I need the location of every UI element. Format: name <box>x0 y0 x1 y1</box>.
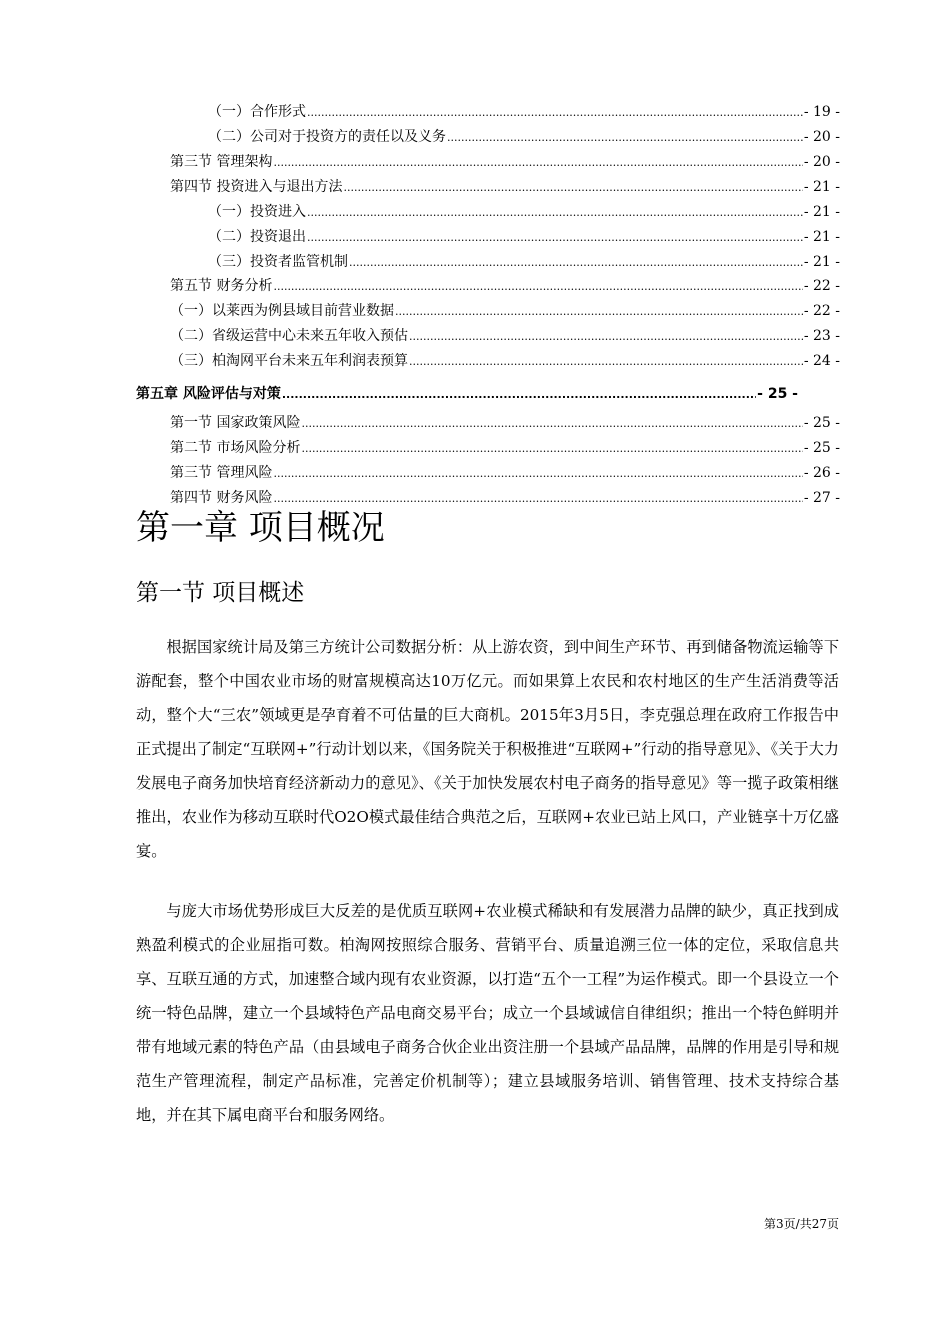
section-title: 第一节 项目概述 <box>136 580 305 606</box>
toc-entry-title: （二）省级运营中心未来五年收入预估 <box>170 328 408 344</box>
page-number-footer: 第3页/共27页 <box>764 1217 839 1231</box>
toc-entry-page: - 21 - <box>803 179 840 195</box>
toc-chapter-entry[interactable] <box>136 384 798 404</box>
toc-entry-page: - 25 - <box>803 415 840 431</box>
toc-entry[interactable] <box>208 102 840 122</box>
toc-entry-page: - 21 - <box>803 254 840 270</box>
toc-entry[interactable] <box>170 326 840 346</box>
toc-leader <box>307 102 803 122</box>
toc-entry-title: 第二节 市场风险分析 <box>170 440 301 456</box>
toc-entry-title: 第四节 投资进入与退出方法 <box>170 179 343 195</box>
toc-entry-title: （三）投资者监管机制 <box>208 254 348 270</box>
toc-entry-page: - 26 - <box>803 465 840 481</box>
toc-entry[interactable] <box>170 413 840 433</box>
toc-entry-title: （一）投资进入 <box>208 204 306 220</box>
toc-entry-page: - 23 - <box>803 328 840 344</box>
toc-entry-title: 第五节 财务分析 <box>170 278 273 294</box>
toc-entry-page: - 20 - <box>803 154 840 170</box>
toc-entry-title: 第三节 管理架构 <box>170 154 273 170</box>
toc-entry[interactable] <box>208 127 840 147</box>
toc-leader <box>301 413 802 433</box>
toc-leader <box>273 488 802 508</box>
toc-leader <box>282 384 756 404</box>
toc-entry-title: （二）投资退出 <box>208 229 306 245</box>
body-paragraph: 根据国家统计局及第三方统计公司数据分析：从上游农资，到中间生产环节、再到储备物流运输等下游配套，整个中国农业市场的财富规模高达10万亿元。而如果算上农民和农村地区的生产生活消费等活动，整个大“三农”领域更是孕育着不可估量的巨大商机。2015年3月5日，李克强总理在政府工作报告中正式提出了制定“互联网+”行动计划以来，《国务院关于积极推进“互联网+”行动的指导意见》、《关于大力发展电子商务加快培育经济新动力的意见》、《关于加快发展农村电子商务的指导意见》等一揽子政策相继推出，农业作为移动互联时代O2O模式最佳结合典范之后，互联网+农业已站上风口，产业链享十万亿盛宴。 <box>136 638 839 860</box>
toc-leader <box>273 152 802 172</box>
toc-entry-title: 第三节 管理风险 <box>170 465 273 481</box>
toc-leader <box>395 301 803 321</box>
toc-entry[interactable] <box>170 276 840 296</box>
toc-entry-page: - 22 - <box>803 303 840 319</box>
toc-leader <box>273 463 802 483</box>
toc-entry-page: - 25 - <box>803 440 840 456</box>
toc-leader <box>409 351 803 371</box>
toc-entry-page: - 19 - <box>803 104 840 120</box>
toc-entry-title: （三）柏淘网平台未来五年利润表预算 <box>170 353 408 369</box>
toc-entry-title: （一）合作形式 <box>208 104 306 120</box>
toc-entry-page: - 25 - <box>757 386 798 402</box>
toc-entry[interactable] <box>170 177 840 197</box>
toc-entry[interactable] <box>170 463 840 483</box>
toc-entry[interactable] <box>170 152 840 172</box>
body-paragraph: 与庞大市场优势形成巨大反差的是优质互联网+农业模式稀缺和有发展潜力品牌的缺少，真正找到成熟盈利模式的企业屈指可数。柏淘网按照综合服务、营销平台、质量追溯三位一体的定位，采取信息共享、互联互通的方式，加速整合域内现有农业资源，以打造“五个一工程”为运作模式。即一个县设立一个统一特色品牌，建立一个县域特色产品电商交易平台；成立一个县域诚信自律组织；推出一个特色鲜明并带有地域元素的特色产品（由县域电子商务合伙企业出资注册一个县域产品品牌，品牌的作用是引导和规范生产管理流程，制定产品标准，完善定价机制等）；建立县域服务培训、销售管理、技术支持综合基地，并在其下属电商平台和服务网络。 <box>136 902 839 1124</box>
toc-leader <box>307 227 803 247</box>
toc-leader <box>349 252 803 272</box>
toc-leader <box>343 177 802 197</box>
toc-leader <box>307 202 803 222</box>
toc-entry[interactable] <box>170 438 840 458</box>
toc-entry[interactable] <box>208 202 840 222</box>
toc-leader <box>409 326 803 346</box>
toc-entry-page: - 27 - <box>803 490 840 506</box>
chapter-title: 第一章 项目概况 <box>136 508 385 548</box>
toc-entry-title: 第五章 风险评估与对策 <box>136 386 281 402</box>
toc-leader <box>301 438 802 458</box>
toc-entry[interactable] <box>170 301 840 321</box>
toc-entry[interactable] <box>170 351 840 371</box>
toc-entry-title: 第四节 财务风险 <box>170 490 273 506</box>
toc-leader <box>447 127 803 147</box>
toc-entry[interactable] <box>170 488 840 508</box>
toc-entry-title: 第一节 国家政策风险 <box>170 415 301 431</box>
toc-entry-page: - 21 - <box>803 229 840 245</box>
toc-entry-page: - 24 - <box>803 353 840 369</box>
toc-entry-title: （二）公司对于投资方的责任以及义务 <box>208 129 446 145</box>
toc-entry-page: - 21 - <box>803 204 840 220</box>
toc-entry-page: - 22 - <box>803 278 840 294</box>
toc-entry[interactable] <box>208 252 840 272</box>
toc-leader <box>273 276 802 296</box>
toc-entry-page: - 20 - <box>803 129 840 145</box>
toc-entry-title: （一）以莱西为例县域目前营业数据 <box>170 303 394 319</box>
toc-entry[interactable] <box>208 227 840 247</box>
